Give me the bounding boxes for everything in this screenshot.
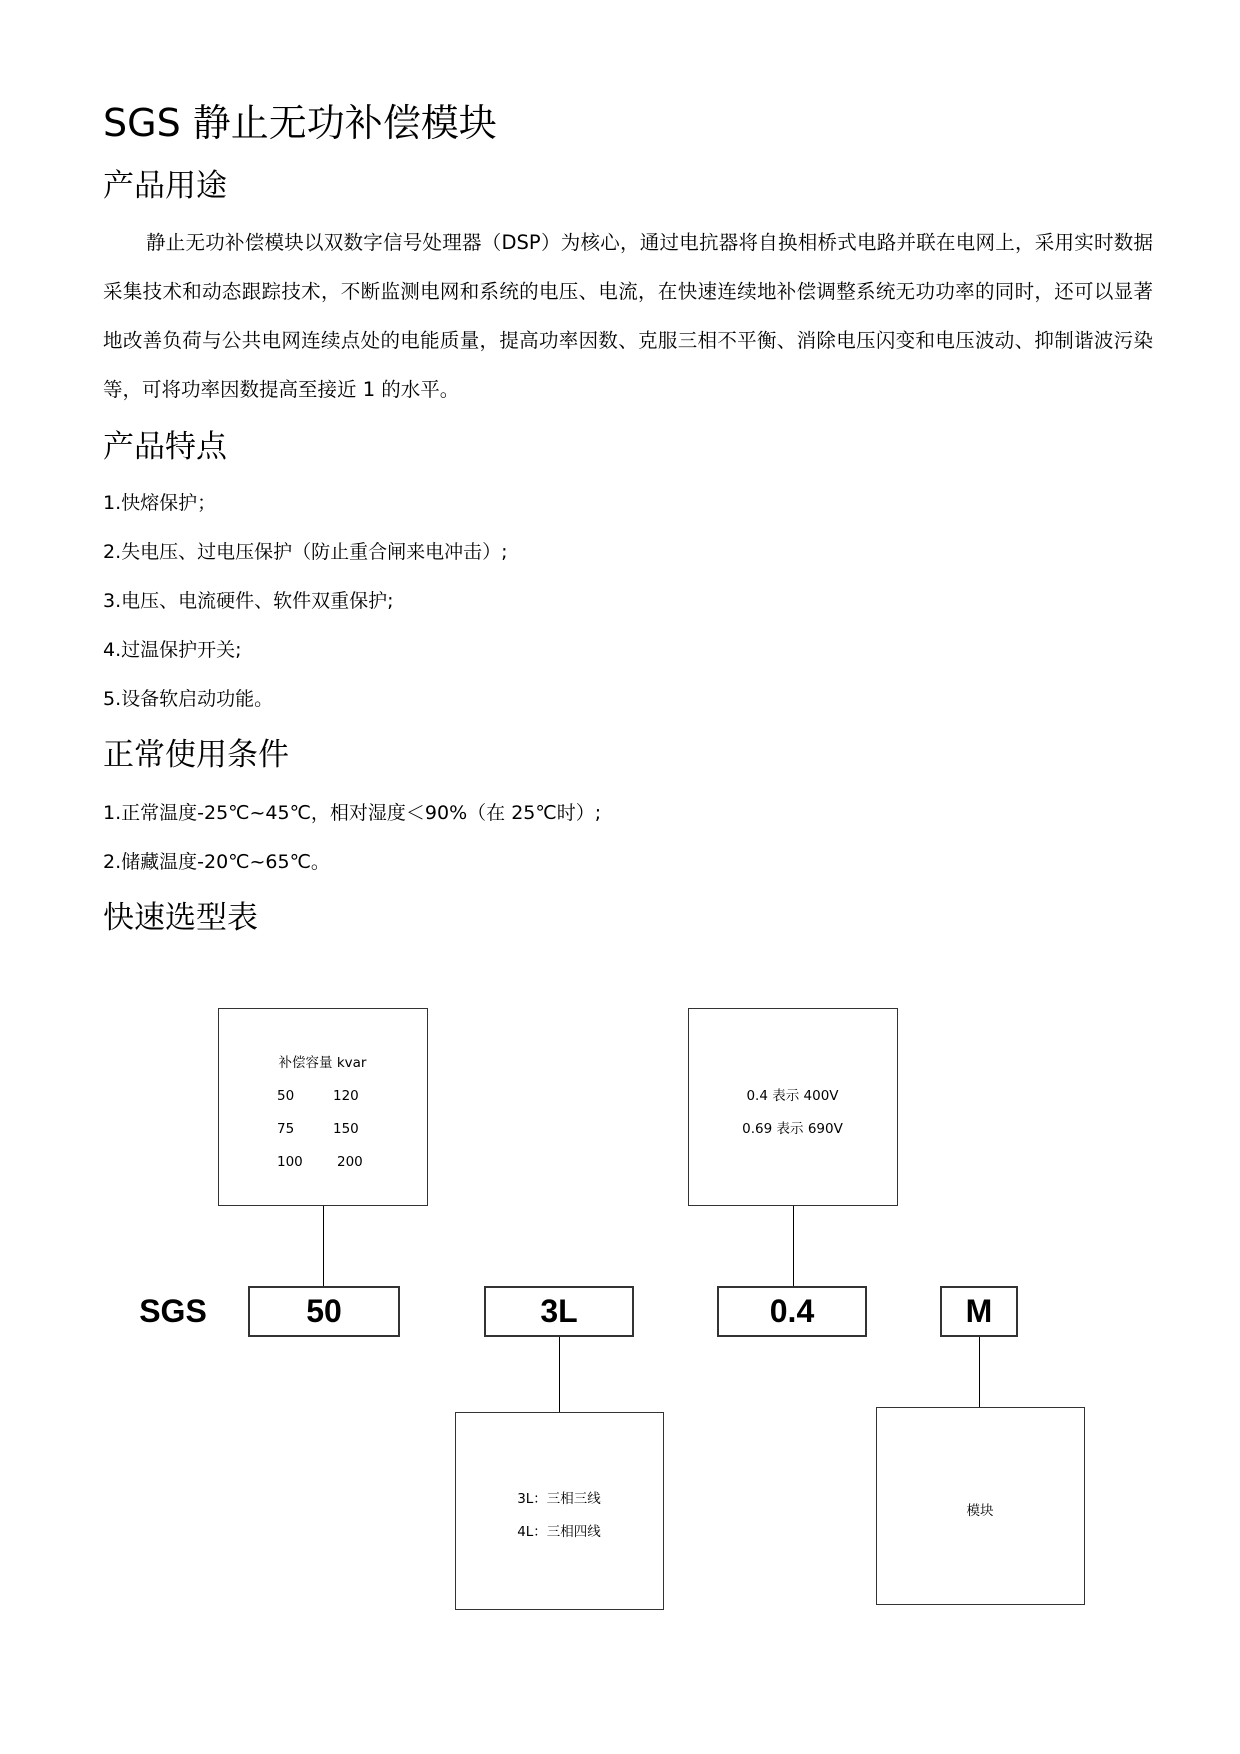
module-line: 模块 [966,1503,994,1519]
model-prefix: SGS [139,1292,207,1329]
selection-heading: 快速选型表 [103,900,258,936]
capacity-value: 100 [277,1154,303,1170]
voltage-line-1: 0.4 表示 400V [746,1088,839,1104]
connector-line [559,1337,560,1412]
feature-item-2: 2.失电压、过电压保护（防止重合闸来电冲击）; [103,541,508,563]
capacity-value: 150 [333,1121,359,1137]
voltage-box [688,1008,898,1206]
feature-item-3: 3.电压、电流硬件、软件双重保护; [103,590,394,612]
condition-item-1: 1.正常温度-25℃~45℃，相对湿度＜90%（在 25℃时）; [103,802,602,824]
feature-item-5: 5.设备软启动功能。 [103,688,274,710]
capacity-value: 50 [277,1088,295,1104]
capacity-value: 75 [277,1121,295,1137]
phase-line-2: 4L：三相四线 [517,1524,601,1540]
feature-item-4: 4.过温保护开关; [103,639,242,661]
code-box-type: M [940,1286,1018,1337]
capacity-value: 120 [333,1088,359,1104]
features-heading: 产品特点 [103,429,227,465]
code-box-voltage: 0.4 [717,1286,867,1337]
condition-item-2: 2.储藏温度-20℃~65℃。 [103,851,330,873]
code-box-capacity: 50 [248,1286,400,1337]
phase-box [455,1412,664,1610]
connector-line [323,1206,324,1286]
connector-line [979,1337,980,1407]
code-box-phase: 3L [484,1286,634,1337]
module-box [876,1407,1085,1605]
capacity-title: 补偿容量 kvar [278,1055,367,1071]
capacity-box [218,1008,428,1206]
usage-heading: 产品用途 [103,168,227,204]
capacity-value: 200 [337,1154,363,1170]
conditions-heading: 正常使用条件 [103,737,289,773]
page-title: SGS 静止无功补偿模块 [103,101,497,145]
connector-line [793,1206,794,1286]
usage-paragraph: 静止无功补偿模块以双数字信号处理器（DSP）为核心，通过电抗器将自换相桥式电路并联在电网上，采用实时数据采集技术和动态跟踪技术，不断监测电网和系统的电压、电流，在快速连续地补偿调整系统无功功率的同时，还可以显著地改善负荷与公共电网连续点处的电能质量，提高功率因数、克服三相不平衡、消除电压闪变和电压波动、抑制谐波污染等，可将功率因数提高至接近 1 的水平。 [103,231,1153,401]
feature-item-1: 1.快熔保护； [103,492,217,514]
phase-line-1: 3L：三相三线 [517,1491,601,1507]
voltage-line-2: 0.69 表示 690V [742,1121,843,1137]
